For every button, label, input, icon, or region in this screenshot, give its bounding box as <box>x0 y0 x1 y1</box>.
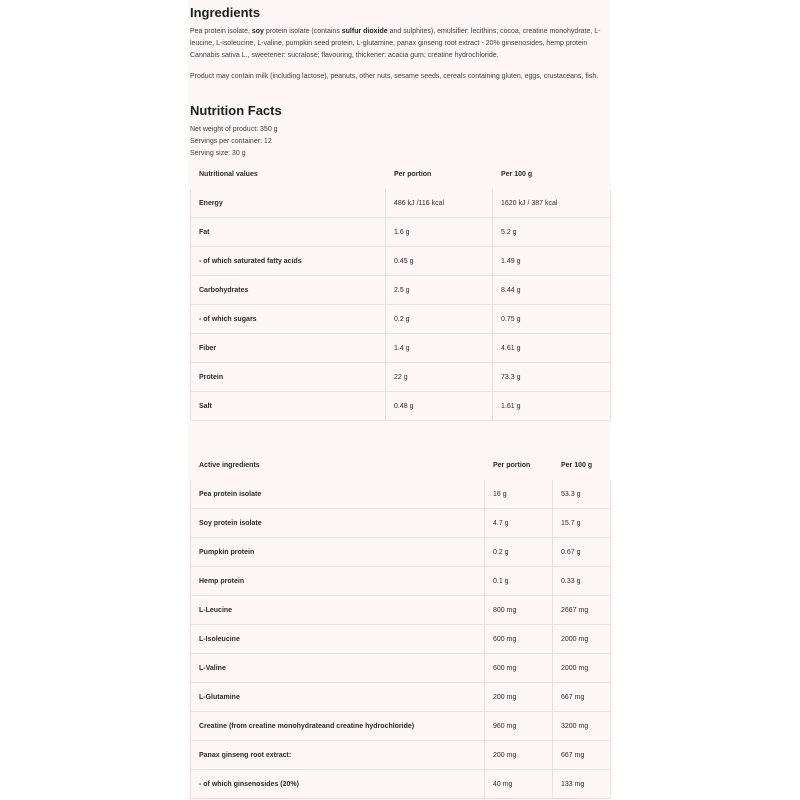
col-header-active-ingredients: Active ingredients <box>199 461 260 469</box>
table-row <box>191 189 611 218</box>
col-header-per-portion: Per portion <box>493 461 531 469</box>
cell-label: Carbohydrates <box>191 276 386 305</box>
cell-per-portion: 800 mg <box>485 596 553 625</box>
cell-label: L-Leucine <box>191 596 485 625</box>
cell-label: Soy protein isolate <box>191 509 485 538</box>
table-row <box>191 305 611 334</box>
cell-per-portion: 960 mg <box>485 712 553 741</box>
cell-label: Energy <box>191 189 386 218</box>
cell-per-100g: 0.67 g <box>553 538 611 567</box>
serving-size: Serving size: 30 g <box>190 150 246 157</box>
cell-per-100g: 667 mg <box>553 683 611 712</box>
cell-per-100g: 2667 mg <box>553 596 611 625</box>
cell-per-100g: 133 mg <box>553 770 611 799</box>
cell-per-portion: 0.48 g <box>386 392 493 421</box>
table-row <box>191 741 611 770</box>
table-row <box>191 509 611 538</box>
net-weight: Net weight of product: 350 g <box>190 126 278 133</box>
cell-label: L-Glutamine <box>191 683 485 712</box>
cell-label: Panax ginseng root extract: <box>191 741 485 770</box>
cell-label: - of which saturated fatty acids <box>191 247 386 276</box>
cell-per-portion: 600 mg <box>485 625 553 654</box>
cell-label: Creatine (from creatine monohydrateand creatine hydrochloride) <box>191 712 485 741</box>
cell-label: Pea protein isolate <box>191 480 485 509</box>
cell-per-portion: 200 mg <box>485 683 553 712</box>
cell-per-portion: 1.4 g <box>386 334 493 363</box>
cell-label: L-Isoleucine <box>191 625 485 654</box>
cell-per-100g: 1.61 g <box>493 392 611 421</box>
col-header-per-100g: Per 100 g <box>561 461 593 469</box>
servings-per-container: Servings per container: 12 <box>190 138 272 145</box>
cell-per-100g: 2000 mg <box>553 625 611 654</box>
table-row <box>191 392 611 421</box>
allergen-sulfur-dioxide: sulfur dioxide <box>341 28 388 35</box>
cell-label: Protein <box>191 363 386 392</box>
cell-per-portion: 600 mg <box>485 654 553 683</box>
cell-per-100g: 3200 mg <box>553 712 611 741</box>
cell-per-portion: 16 g <box>485 480 553 509</box>
table-row <box>191 538 611 567</box>
cell-per-100g: 1620 kJ / 387 kcal <box>493 189 611 218</box>
cell-label: Hemp protein <box>191 567 485 596</box>
table-row <box>191 218 611 247</box>
ingredients-text <box>190 26 608 62</box>
cell-per-portion: 22 g <box>386 363 493 392</box>
cell-per-100g: 1.49 g <box>493 247 611 276</box>
nutrition-table-header <box>191 160 611 189</box>
cell-label: - of which ginsenosides (20%) <box>191 770 485 799</box>
ingredients-text-part: protein isolate (contains <box>263 28 342 35</box>
table-row <box>191 276 611 305</box>
cell-per-100g: 4.61 g <box>493 334 611 363</box>
cell-per-portion: 40 mg <box>485 770 553 799</box>
product-meta <box>190 124 278 160</box>
cell-per-portion: 4.7 g <box>485 509 553 538</box>
nutrition-heading: Nutrition Facts <box>190 103 282 118</box>
ingredients-heading: Ingredients <box>190 5 261 20</box>
cell-label: Salt <box>191 392 386 421</box>
cell-per-100g: 15.7 g <box>553 509 611 538</box>
cell-per-portion: 486 kJ /116 kcal <box>386 189 493 218</box>
cell-label: Pumpkin protein <box>191 538 485 567</box>
allergen-warning: Product may contain milk (including lactose), peanuts, other nuts, sesame seeds, cereals containing gluten, eggs, crustaceans, fish. <box>190 73 599 80</box>
col-header-per-portion: Per portion <box>394 170 432 178</box>
cell-label: Fiber <box>191 334 386 363</box>
table-row <box>191 625 611 654</box>
ingredients-text-part: and sulphites), emulsifier: lecithins; cocoa, creatine monohydrate, L-leucine, L-isoleucine, L-valine, pumpkin seed protein, L-glutamine, panax ginseng root extract - 20% ginsenosides, hemp protein Cannabis sativa L., sweetener: sucralose; flavouring, thickener: acacia gum; creatine hydrochloride. <box>190 28 601 59</box>
cell-label: - of which sugars <box>191 305 386 334</box>
cell-per-portion: 0.2 g <box>485 538 553 567</box>
cell-per-100g: 2000 mg <box>553 654 611 683</box>
cell-per-100g: 0.33 g <box>553 567 611 596</box>
cell-per-100g: 8.44 g <box>493 276 611 305</box>
table-row <box>191 683 611 712</box>
table-row <box>191 363 611 392</box>
table-row <box>191 654 611 683</box>
cell-per-portion: 200 mg <box>485 741 553 770</box>
table-row <box>191 770 611 799</box>
cell-per-100g: 5.2 g <box>493 218 611 247</box>
cell-per-portion: 1.6 g <box>386 218 493 247</box>
table-row <box>191 596 611 625</box>
cell-per-100g: 667 mg <box>553 741 611 770</box>
table-row <box>191 247 611 276</box>
cell-per-100g: 0.75 g <box>493 305 611 334</box>
nutrition-table <box>190 159 611 421</box>
cell-per-portion: 0.45 g <box>386 247 493 276</box>
ingredients-text-part: Pea protein isolate, <box>190 28 252 35</box>
cell-label: L-Valine <box>191 654 485 683</box>
cell-label: Fat <box>191 218 386 247</box>
cell-per-100g: 73.3 g <box>493 363 611 392</box>
allergen-soy: soy <box>251 28 264 35</box>
table-row <box>191 712 611 741</box>
col-header-nutritional-values: Nutritional values <box>199 170 258 178</box>
cell-per-portion: 0.2 g <box>386 305 493 334</box>
cell-per-portion: 2.5 g <box>386 276 493 305</box>
table-row <box>191 567 611 596</box>
table-row <box>191 334 611 363</box>
cell-per-portion: 0.1 g <box>485 567 553 596</box>
col-header-per-100g: Per 100 g <box>501 170 533 178</box>
active-table-header <box>191 451 611 480</box>
active-ingredients-table <box>190 450 611 799</box>
cell-per-100g: 53.3 g <box>553 480 611 509</box>
table-row <box>191 480 611 509</box>
